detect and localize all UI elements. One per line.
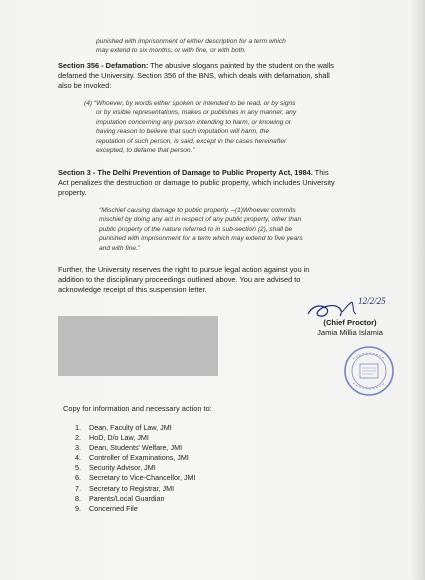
- quote-line: excepted, to defame that person.”: [96, 147, 195, 155]
- list-item: 8. Parents/Local Guardian: [75, 493, 165, 503]
- list-item: 2. HoD, D/o Law, JMI: [75, 433, 149, 443]
- quote-line: public property of the nature referred to in sub-section (2), shall be: [99, 225, 293, 233]
- quote-line: imputation concerning any person intending to harm, or knowing or: [96, 118, 291, 126]
- section-356-paragraph: [58, 61, 376, 91]
- quote-line: or by visible representations, makes or publishes in any manner, any: [96, 109, 297, 117]
- section-3-text: This: [312, 168, 329, 177]
- quote-line: punished with imprisonment for a term which may extend to five years: [99, 235, 303, 243]
- redacted-block: [58, 316, 218, 376]
- quote-line: (4) “Whoever, by words either spoken or intended to be read, or by signs: [84, 100, 296, 107]
- closing-line: acknowledge receipt of this suspension letter.: [58, 285, 207, 294]
- section-356-text: defamed the University. Section 356 of the BNS, which deals with defamation, shall: [58, 71, 330, 80]
- closing-line: Further, the University reserves the right to pursue legal action against you in: [58, 265, 310, 274]
- list-item: 1. Dean, Faculty of Law, JMI: [75, 423, 172, 432]
- section-3-text: Act penalizes the destruction or damage to public property, which includes University: [58, 178, 335, 187]
- list-item: 4. Controller of Examinations, JMI: [75, 453, 189, 463]
- signatory-block: [310, 318, 390, 338]
- quote-line: and with fine.”: [99, 244, 141, 252]
- copy-list: [75, 423, 196, 514]
- intro-line: punished with imprisonment of either description for a term which: [96, 38, 286, 45]
- section-3-paragraph: [58, 168, 376, 198]
- quote-line: mischief by doing any act in respect of any public property, other than: [99, 216, 302, 224]
- section-3-quote: [99, 206, 331, 253]
- list-item: 9. Concerned File: [75, 503, 138, 513]
- signatory-title: (Chief Proctor): [323, 318, 377, 327]
- section-356-heading: Section 356 - Defamation:: [58, 61, 149, 70]
- quote-line: having reason to believe that such imputation will harm, the: [96, 128, 269, 136]
- closing-line: addition to the disciplinary proceedings outlined above. You are advised to: [58, 275, 301, 284]
- signatory-institution: Jamia Millia Islamia: [317, 328, 383, 337]
- copy-heading: Copy for information and necessary action to:: [63, 404, 212, 413]
- quote-line: “Mischief causing damage to public property. –(1)Whoever commits: [99, 207, 296, 214]
- svg-text:12/2/25: 12/2/25: [358, 296, 386, 306]
- list-item: 3. Dean, Students' Welfare, JMI: [75, 443, 183, 453]
- intro-line: may extend to six months, or with fine, or with both.: [96, 47, 246, 55]
- quote-line: reputation of such person, is said, except in the cases hereinafter: [96, 137, 287, 145]
- list-item: 6. Secretary to Vice-Chancellor, JMI: [75, 473, 196, 483]
- section-3-text: property.: [58, 188, 87, 197]
- section-356-quote: [84, 99, 334, 155]
- list-item: 5. Security Advisor, JMI: [75, 463, 156, 473]
- section-356-text: The abusive slogans painted by the student on the walls: [148, 61, 334, 70]
- intro-paragraph: [96, 37, 301, 56]
- section-3-heading: Section 3 - The Delhi Prevention of Damage to Public Property Act, 1984.: [58, 168, 313, 177]
- section-356-text: also be invoked:: [58, 81, 112, 90]
- list-item: 7. Secretary to Registrar, JMI: [75, 483, 175, 493]
- official-stamp-icon: [343, 345, 395, 397]
